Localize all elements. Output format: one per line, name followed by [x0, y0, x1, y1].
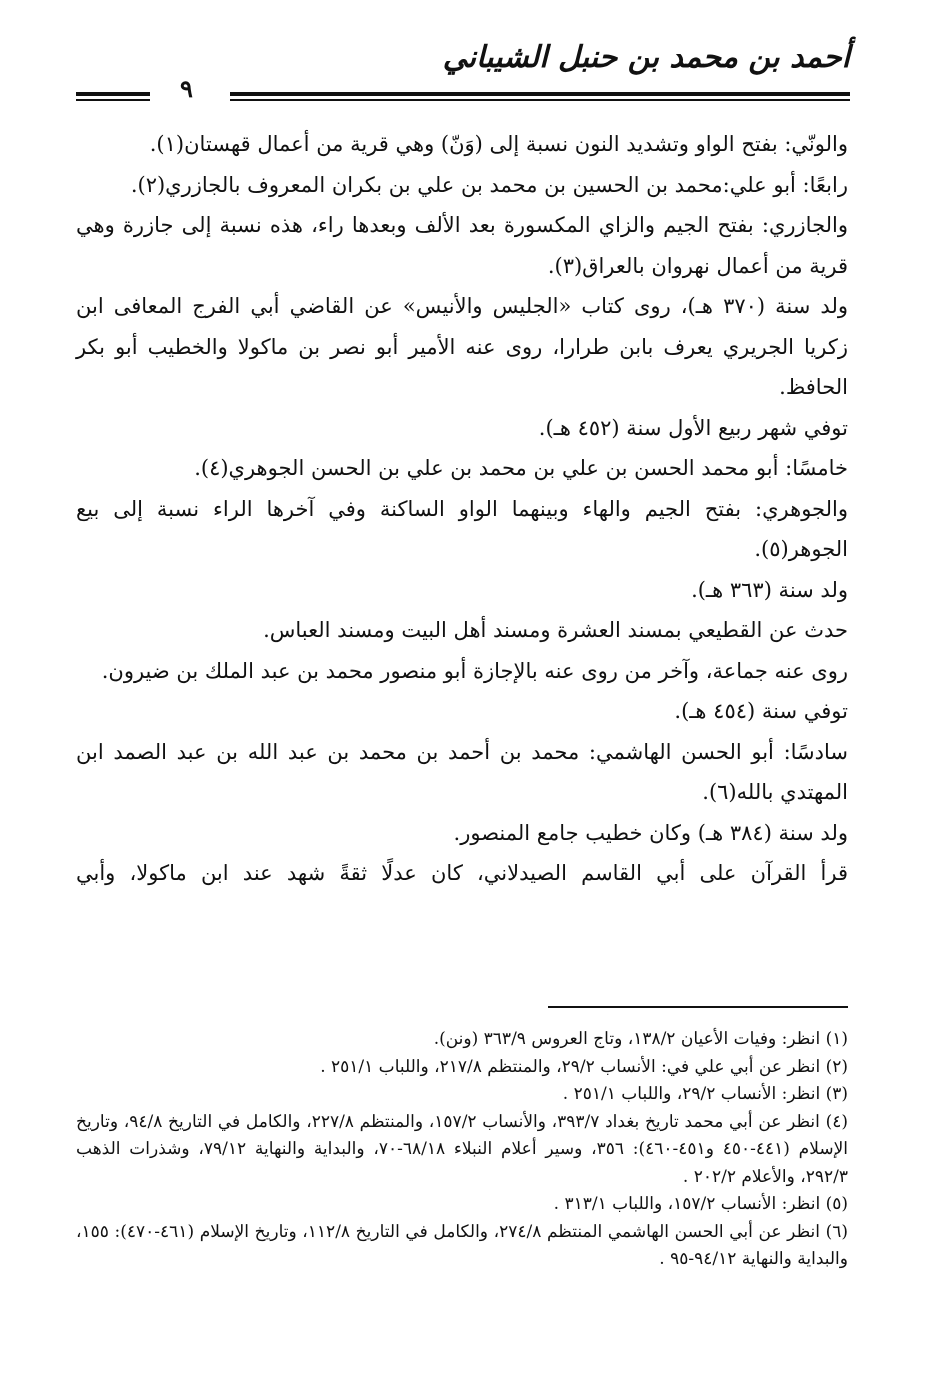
header-rule-right [230, 92, 850, 96]
footnote-separator [548, 1006, 848, 1008]
paragraph: والجازري: بفتح الجيم والزاي المكسورة بعد الألف وبعدها راء، هذه نسبة إلى جازرة وهي قرية من أعمال نهروان بالعراق(٣). [76, 213, 848, 278]
paragraph: روى عنه جماعة، وآخر من روى عنه بالإجازة أبو منصور محمد بن عبد الملك بن ضيرون. [101, 658, 848, 683]
footnote: (٦) انظر عن أبي الحسن الهاشمي المنتظم ٢٧٤/٨، والكامل في التاريخ ١١٢/٨، وتاريخ الإسلام (٤٦١-٤٧٠): ١٥٥، والبداية والنهاية ٩٤/١٢-٩٥ . [76, 1221, 848, 1269]
running-header-title: أحمد بن محمد بن حنبل الشيباني [442, 40, 850, 75]
paragraph: ولد سنة (٣٨٤ هـ) وكان خطيب جامع المنصور. [453, 820, 848, 845]
paragraph: والونّي: بفتح الواو وتشديد النون نسبة إلى (وَنّ) وهي قرية من أعمال قهستان(١). [149, 132, 848, 156]
page-number: ٩ [180, 74, 193, 103]
footnote: (١) انظر: وفيات الأعيان ١٣٨/٢، وتاج العروس ٣٦٣/٩ (ونن). [433, 1029, 848, 1049]
paragraph: توفي سنة (٤٥٤ هـ). [674, 699, 848, 723]
paragraph: سادسًا: أبو الحسن الهاشمي: محمد بن أحمد بن محمد بن عبد الله بن عبد الصمد ابن المهتدي بالله(٦). [76, 739, 848, 804]
footnotes [76, 1026, 848, 1274]
footnote: (٥) انظر: الأنساب ١٥٧/٢، واللباب ٣١٣/١ . [553, 1194, 848, 1214]
paragraph: ولد سنة (٣٧٠ هـ)، روى كتاب «الجليس والأنيس» عن القاضي أبي الفرج المعافى ابن زكريا الجريري يعرف بابن طرارا، روى عنه الأمير أبو نصر بن ماكولا والخطيب أبو بكر الحافظ. [76, 294, 848, 399]
paragraph: خامسًا: أبو محمد الحسن بن علي بن محمد بن علي بن الحسن الجوهري(٤). [194, 456, 848, 480]
header-rule-left-thin [76, 99, 150, 101]
footnote: (٣) انظر: الأنساب ٢٩/٢، واللباب ٢٥١/١ . [562, 1084, 848, 1104]
paragraph: قرأ القرآن على أبي القاسم الصيدلاني، كان عدلًا ثقةً شهد عند ابن ماكولا، وأبي [76, 861, 848, 885]
footnote: (٢) انظر عن أبي علي في: الأنساب ٢٩/٢، والمنتظم ٢١٧/٨، واللباب ٢٥١/١ . [320, 1056, 848, 1077]
header-rule-left [76, 92, 150, 96]
footnote: (٤) انظر عن أبي محمد تاريخ بغداد ٣٩٣/٧، والأنساب ١٥٧/٢، والمنتظم ٢٢٧/٨، والكامل في التاريخ ٩٤/٨، وتاريخ الإسلام (٤٤١-٤٥٠ و٤٥١-٤٦٠): ٣٥٦، وسير أعلام النبلاء ٦٨/١٨-٧٠، والبداية والنهاية ٧٩/١٢، وشذرات الذهب ٢٩٢/٣، والأعلام ٢٠٢/٢ . [76, 1111, 849, 1187]
main-text [76, 124, 848, 894]
paragraph: توفي شهر ربيع الأول سنة (٤٥٢ هـ). [538, 415, 848, 440]
paragraph: ولد سنة (٣٦٣ هـ). [691, 577, 848, 602]
header-rule-right-thin [230, 99, 850, 101]
paragraph: والجوهري: بفتح الجيم والهاء وبينهما الواو الساكنة وفي آخرها الراء نسبة إلى بيع الجوهر(٥). [76, 496, 848, 561]
paragraph: حدث عن القطيعي بمسند العشرة ومسند أهل البيت ومسند العباس. [263, 618, 848, 642]
paragraph: رابعًا: أبو علي:محمد بن الحسين بن محمد بن علي بن بكران المعروف بالجازري(٢). [130, 172, 848, 197]
